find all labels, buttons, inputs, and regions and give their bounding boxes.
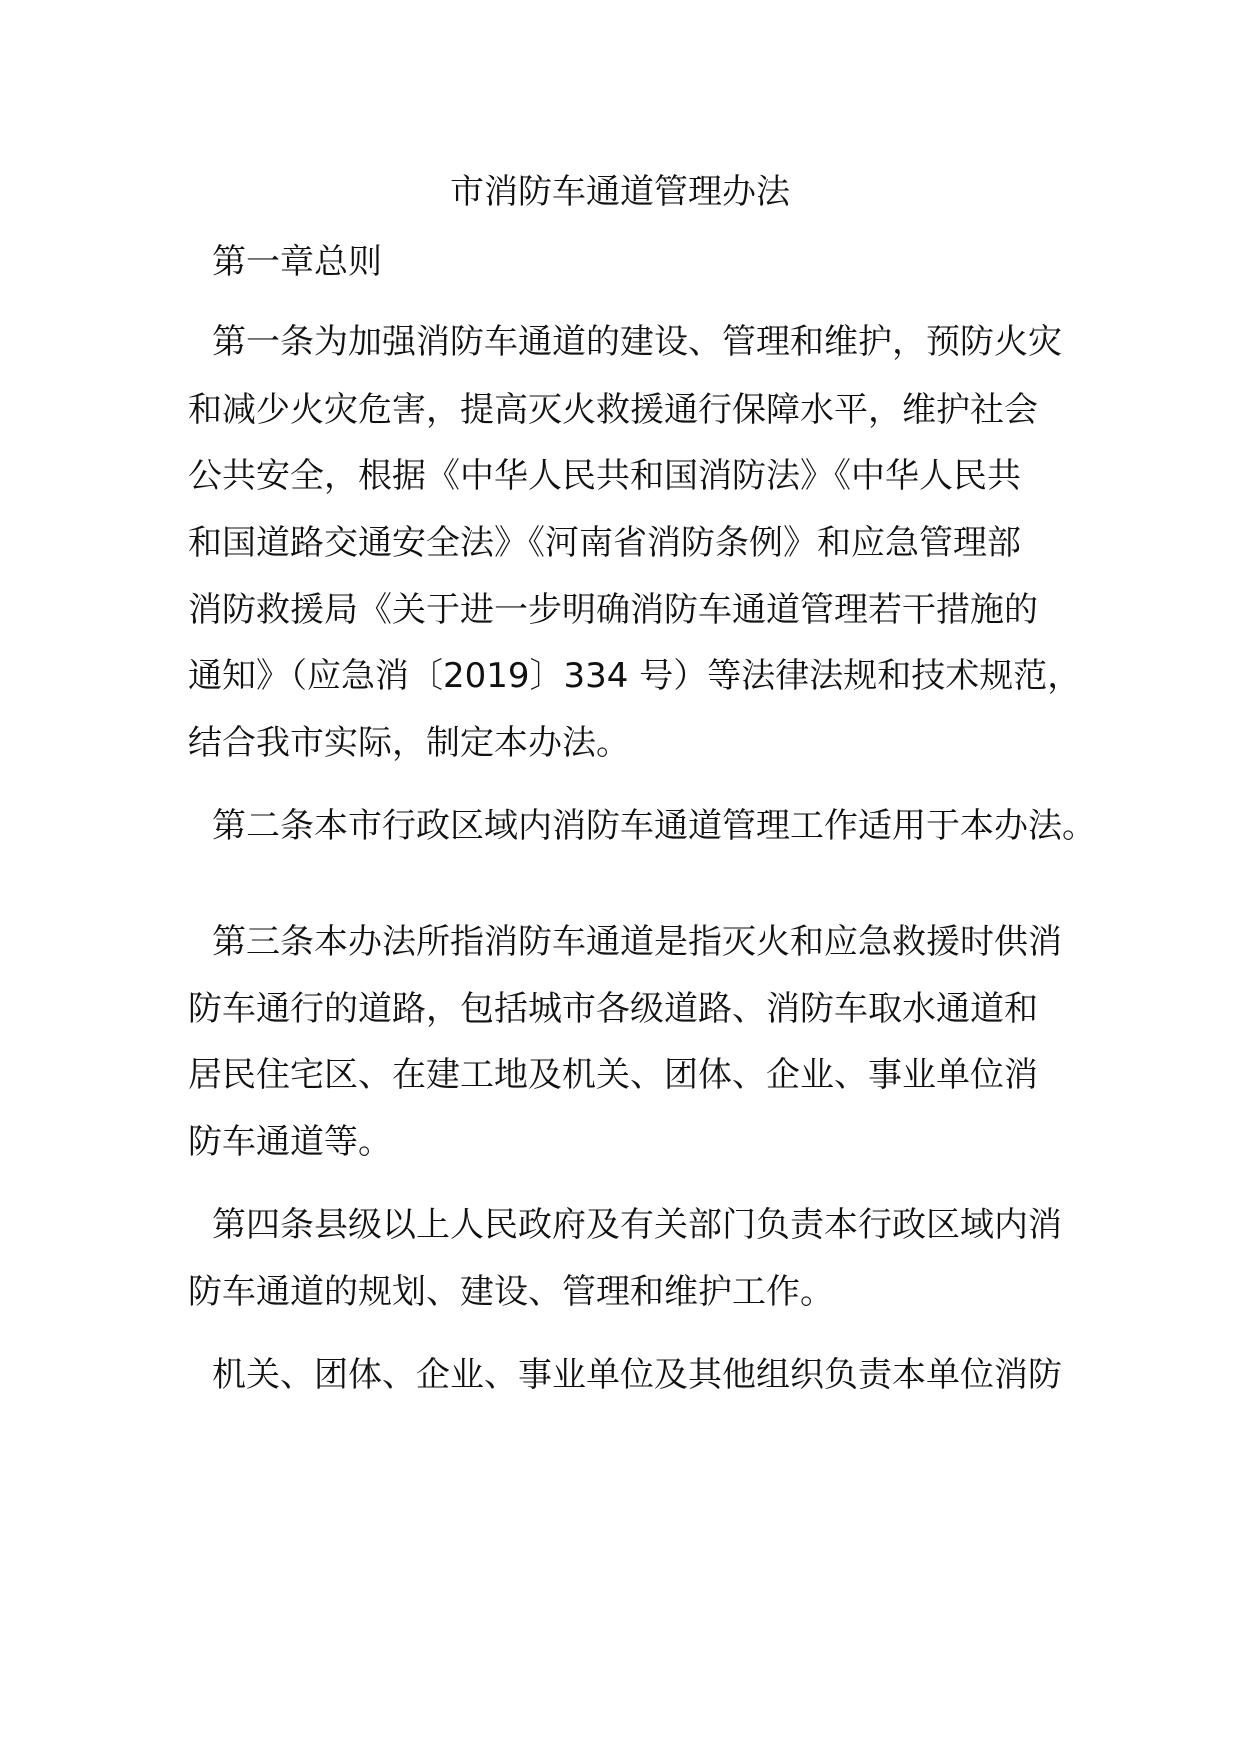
article-2-line: 第二条本市行政区域内消防车通道管理工作适用于本办法。 xyxy=(212,806,1096,846)
article-3-line: 第三条本办法所指消防车通道是指灭火和应急救援时供消 xyxy=(212,922,1062,962)
article-1-line: 和国道路交通安全法》《河南省消防条例》和应急管理部 xyxy=(188,523,1021,563)
chapter-heading: 第一章总则 xyxy=(212,242,382,282)
article-4-paragraph-2-line: 机关、团体、企业、事业单位及其他组织负责本单位消防 xyxy=(212,1355,1062,1395)
article-1-line: 结合我市实际，制定本办法。 xyxy=(188,723,630,763)
article-3-line: 防车通道等。 xyxy=(188,1122,392,1162)
article-3-line: 居民住宅区、在建工地及机关、团体、企业、事业单位消 xyxy=(188,1055,1038,1095)
document-title: 市消防车通道管理办法 xyxy=(450,172,790,212)
article-1-line: 和减少火灾危害，提高灭火救援通行保障水平，维护社会 xyxy=(188,390,1038,430)
article-1-line: 公共安全，根据《中华人民共和国消防法》《中华人民共 xyxy=(188,456,1021,496)
article-1-line: 第一条为加强消防车通道的建设、管理和维护，预防火灾 xyxy=(212,322,1062,362)
article-3-line: 防车通行的道路，包括城市各级道路、消防车取水通道和 xyxy=(188,989,1038,1029)
article-4-line: 防车通道的规划、建设、管理和维护工作。 xyxy=(188,1272,834,1312)
article-4-line: 第四条县级以上人民政府及有关部门负责本行政区域内消 xyxy=(212,1205,1062,1245)
article-1-line: 通知》（应急消〔2019〕334 号）等法律法规和技术规范， xyxy=(188,656,1082,696)
article-1-line: 消防救援局《关于进一步明确消防车通道管理若干措施的 xyxy=(188,590,1038,630)
